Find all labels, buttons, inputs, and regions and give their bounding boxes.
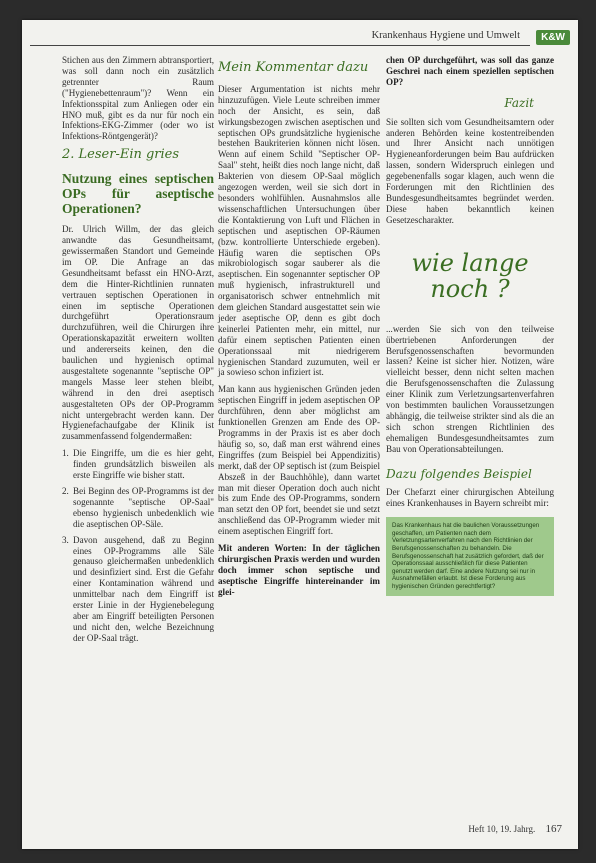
handwritten-question: wie lange noch ? <box>411 248 529 303</box>
paragraph: Dieser Argumentation ist nichts mehr hinzuzufügen. Viele Leute schreiben immer noch der Ansicht, es sein, daß wirkungsbezogen zwischen aseptischen und septischen OPs grundsätzliche hygienische bestehen Baukriterien können nicht lösen. Wenn auf einem Schild "Septischer OP-Saal" steht, heißt dies noch lange nicht, daß Bakterien von diesem OP-Saal möglich angezogen werden, weil sie sich dort in besonders wohlfühlen. Ausnahmslos alle wissenschaftlichen Untersuchungen über die Kontaktierung von Luft und Flächen in septischen und aseptischen OP-Räumen (bzw. kontrollierte Unterschiede ergeben). Häufig waren die septischen OPs mikrobiologisch sogar sauberer als die aseptischen. Ein sogenannter septischer OP muß hygienisch, infrastrukturell und organisatorisch schwer entnehmlich mit dem gleichen Standard ausgestattet sein wie jeder aseptische OP, denn es gibt doch keinerlei Patienten mehr, ein mittel, nur dafür einem septischen Patienten einen Operationssaal mit niedrigerem hygienischen Standard zuzumuten, weil er ja sowieso schon infiziert ist. <box>218 83 380 378</box>
numbered-list <box>62 448 214 643</box>
column-middle <box>218 55 380 604</box>
section-title: Krankenhaus Hygiene und Umwelt <box>371 30 520 41</box>
paragraph: Der Chefarzt einer chirurgischen Abteilung eines Krankenhauses in Bayern schreibt mir: <box>386 487 554 509</box>
paragraph: ...werden Sie sich von den teilweise übertriebenen Anforderungen der Berufsgenossenschaften bevormunden lassen? Keine ist sicher hier. Notizen, wäre vielleicht besser, denn nicht selten machen die Berufsgenossenschaften die Zulassung einer Klinik zum Verletzungsartenverfahren von bestimmten baulichen Voraussetzungen abhängig, die teilweise strikter sind als die an sich schon strengen Richtlinien des ehemaligen Bundesgesundheitsamtes zum Bau von Operationsabteilungen. <box>386 323 554 454</box>
article-heading: Nutzung eines septischen OPs für aseptische Operationen? <box>62 171 214 217</box>
bold-paragraph: Mit anderen Worten: In der täglichen chirurgischen Praxis werden und wurden doch immer schon septische und aseptische Eingriffe hintereinander im glei- <box>218 543 380 597</box>
bold-paragraph: chen OP durchgeführt, was soll das ganze Geschrei nach einem speziellen septischen OP? <box>386 55 554 87</box>
column-right <box>386 55 554 596</box>
handwritten-heading: 2. Leser-Ein gries <box>62 147 180 163</box>
paragraph: Stichen aus den Zimmern abtransportiert, was soll dann noch ein zusätzlich getrennter Raum ("Hygienebettenraum")? Wenn ein Infektionsspital zum Anliegen oder ein HNO muß, gibt es da nur für noch ein Infektions-EKG-Zimmer (oder wo ist Infektions-Röntgengerät)? <box>62 55 214 142</box>
list-item: 2. Bei Beginn des OP-Programms ist der sogenannte "septische OP-Saal" ebenso hygienisch unbedenklich wie die aseptischen OP-Säle. <box>62 486 214 529</box>
handwritten-heading-fazit: Fazit <box>504 95 534 110</box>
paragraph: Dr. Ulrich Willm, der das gleich anwandte das Gesundheitsamt, gewissermaßen Standort und Gemeinde im OP. Die Anfrage an das Gesundheitsamt befasst ein HNO-Arzt, dem die Hinter-Richtlinien runnaten vertrauen septischen Operationen in einen im septische Operationen durchgeführt Operationsraum durchzuführen, weil die Chirurgen ihre Operationskapazität erweitern wollten und andererseits keinen, den die baulichen und hygienisch optimal ausgestaltete sogenannte "septische OP" mangels Masse leer stehen bleibt, während in den drei aseptisch ausgestalteten OPs der OP-Programm nicht untergebracht werden kann. Der Hygienefachaufgabe der Klinik ist zusammenfassend folgendermaßen: <box>62 224 214 442</box>
paragraph: Man kann aus hygienischen Gründen jeden septischen Eingriff in jedem aseptischen OP durchführen, denn aber möglichst am funktionellen Grenzen am Ende des OP-Programms in der Praxis ist es aber doch häufig so, so, daß man erst während eines Eingriffes (zum Beispiel bei Appendizitis) merkt, daß der OP septisch ist (zum Beispiel Abszeß in der Bauchhöhle), dann wartet man mit dieser Operation doch auch nicht bis zum Ende des OP-Programms, sondern man setzt den OP fort, beendet sie und setzt anschließend das OP-Programm wieder mit einem aseptischen Eingriff fort. <box>218 384 380 537</box>
page-number: 167 <box>545 823 562 835</box>
issue-label: Heft 10, 19. Jahrg. <box>468 824 536 834</box>
list-item: 1. Die Eingriffe, um die es hier geht, finden grundsätzlich bisweilen als erste Eingriffe wie bisher statt. <box>62 448 214 481</box>
journal-logo: K&W <box>536 30 570 45</box>
page-header <box>30 30 570 48</box>
quote-box: Das Krankenhaus hat die baulichen Voraussetzungen geschaffen, um Patienten nach dem Verletzungsartenverfahren nach den Richtlinien der Berufsgenossenschaften zu behandeln. Die Berufsgenossenschaft hat zusätzlich gefordert, daß der Operationssaal ausschließlich für diese Patienten genutzt werden darf. Eine andere Nutzung sei nur in Ausnahmefällen erlaubt. Ist diese Forderung aus hygienischen Gründen gerechtfertigt? <box>386 517 554 595</box>
list-item: 3. Davon ausgehend, daß zu Beginn eines OP-Programms alle Säle genauso gleichermaßen unbedenklich und desinfiziert sind. Erst die Gefahr einer Kontamination während und unmittelbar nach dem Eingriff ist erster Linie in der Hygienebelegung aber am Eingriff beteiligten Personen und nicht den, welche Bezeichnung der OP-Saal trägt. <box>62 534 214 643</box>
page-footer <box>468 823 562 835</box>
document-page <box>22 20 578 849</box>
column-left <box>62 55 214 649</box>
paragraph: Sie sollten sich vom Gesundheitsamtern oder anderen Behörden keine kostentreibenden und Ihrer Ansicht nach unnötigen Hygieneanforderungen beim Bau aufdrücken lassen, sondern Widerspruch einlegen und gegebenenfalls sogar klagen, auch wenn die Forderungen mit den Richtlinien des Bundesgesundheitsamtes begründet werden. Diese haben bekanntlich keinen Gesetzescharakter. <box>386 116 554 225</box>
handwritten-heading: Mein Kommentar dazu <box>218 60 369 75</box>
handwritten-heading: Dazu folgendes Beispiel <box>386 466 532 481</box>
header-rule <box>30 45 530 46</box>
